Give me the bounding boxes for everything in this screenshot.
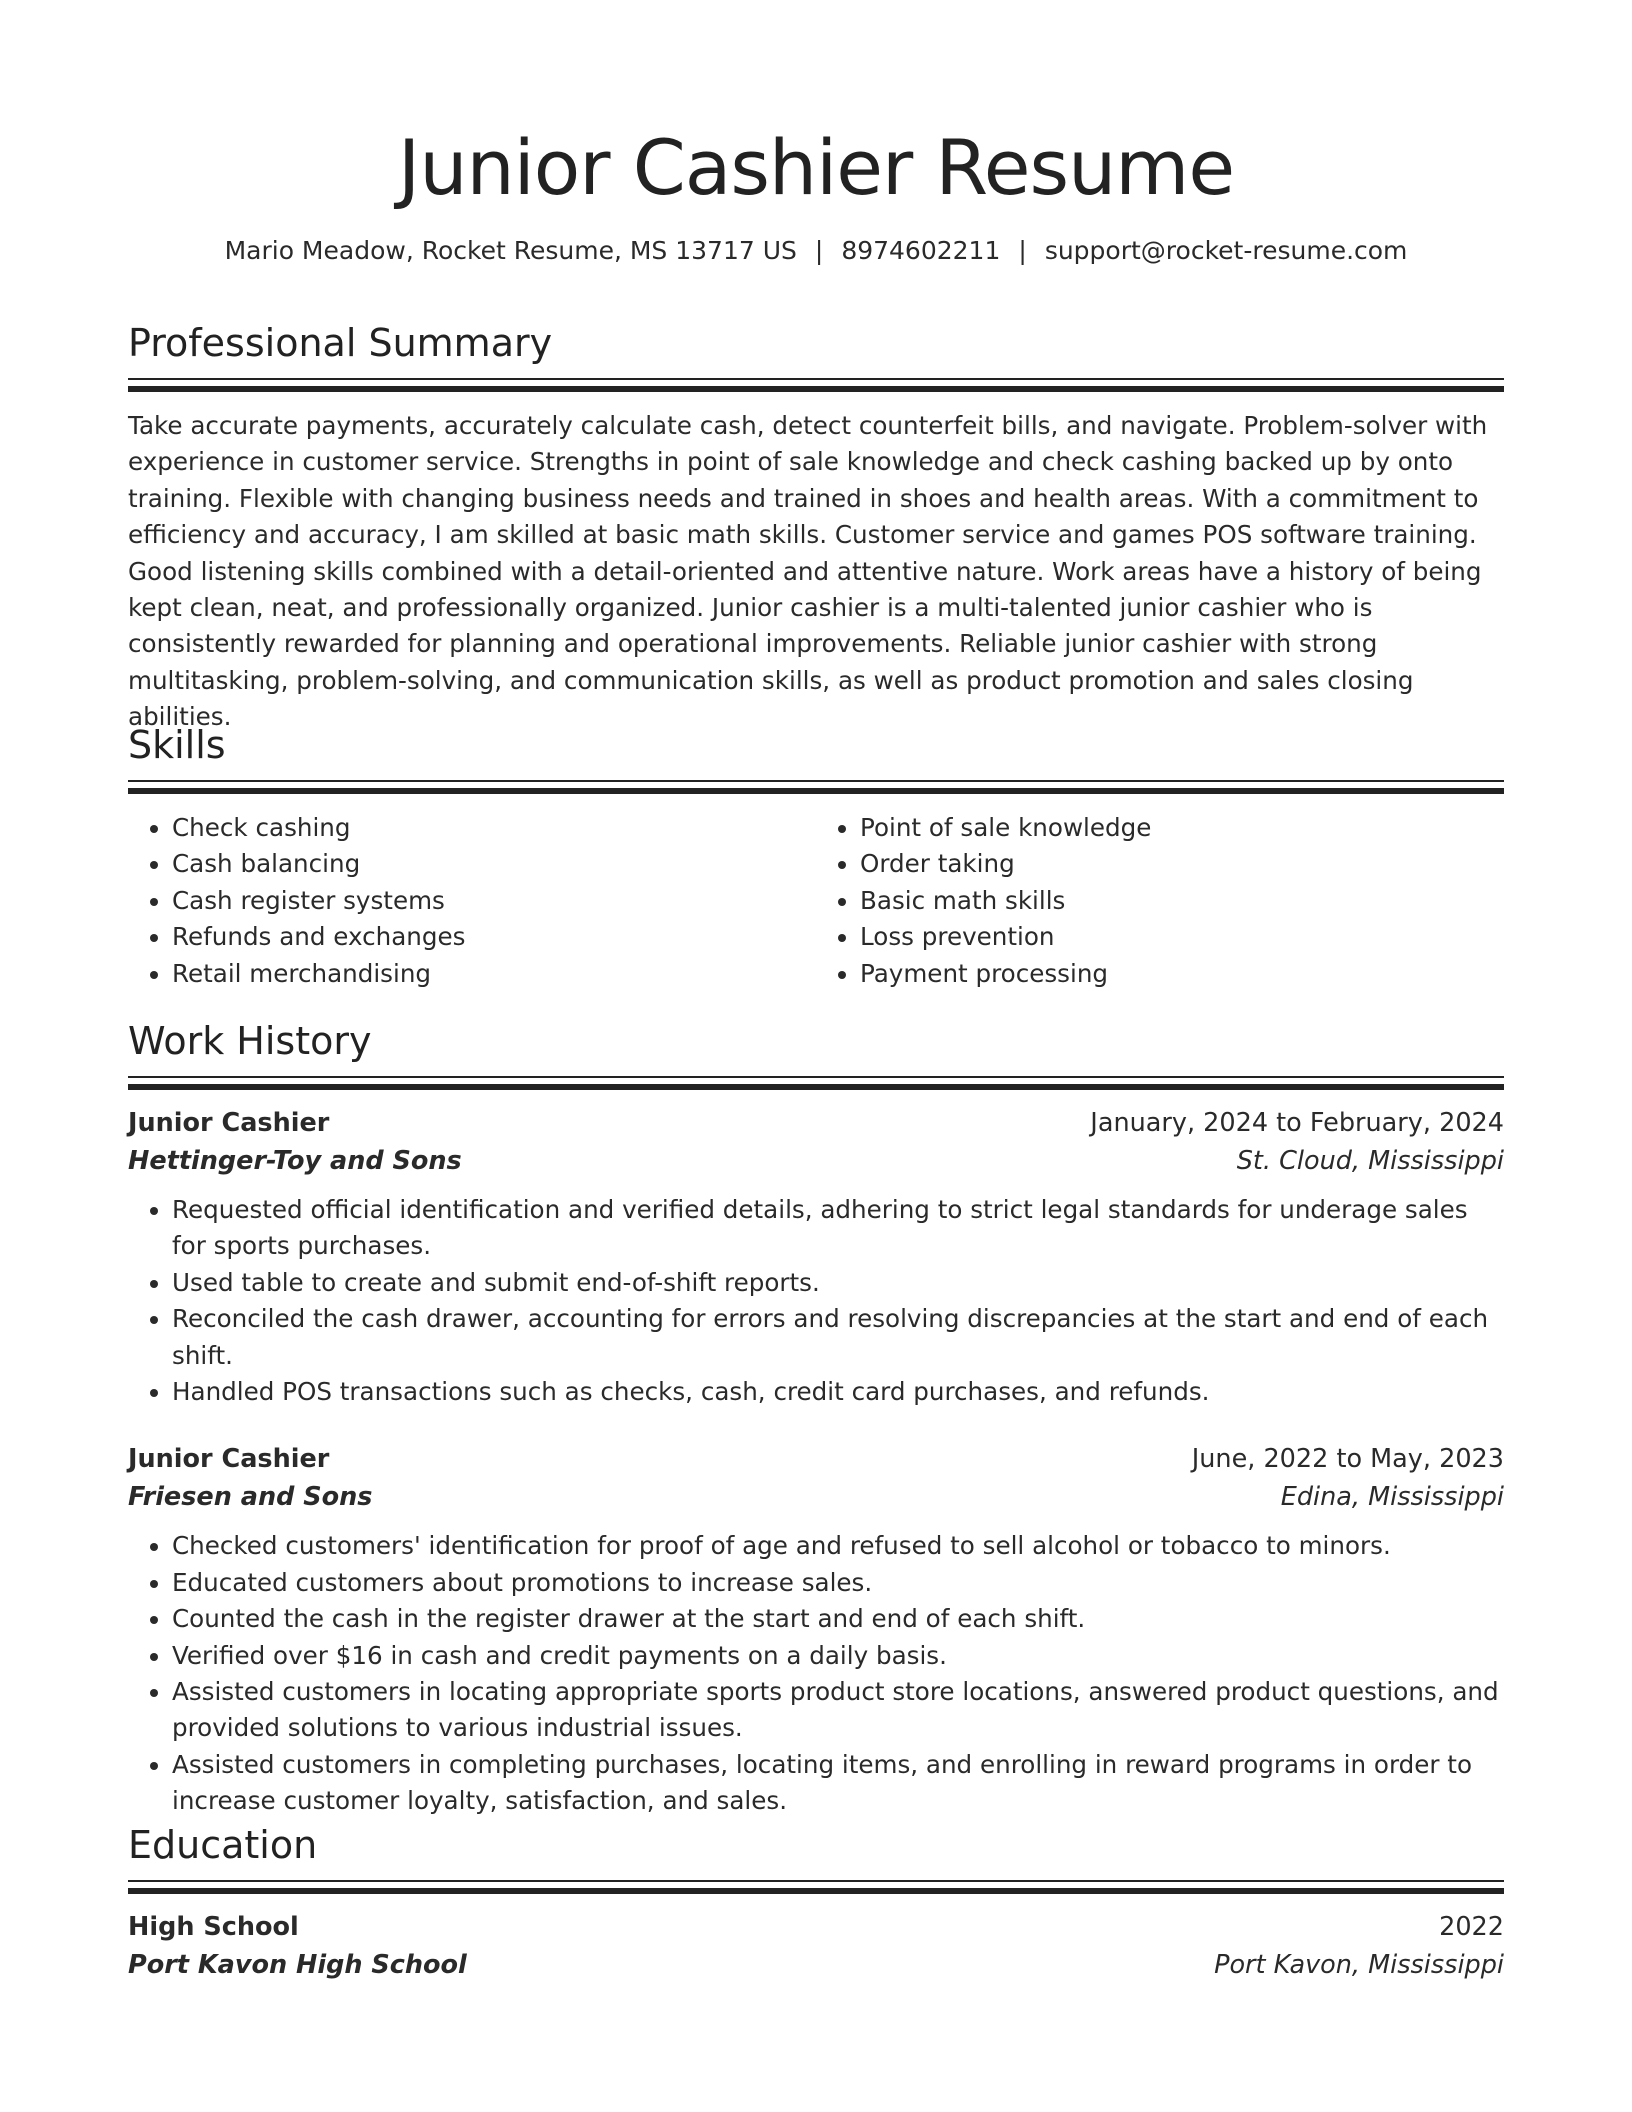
skills-column-right: [816, 810, 1504, 992]
section-divider: [128, 378, 1504, 392]
job-location: St. Cloud, Mississippi: [1236, 1146, 1504, 1176]
education-header-row: [128, 1908, 1504, 1946]
skill-item: • Cash register systems: [172, 883, 816, 919]
skill-item: • Point of sale knowledge: [860, 810, 1504, 846]
job-bullet: • Reconciled the cash drawer, accounting for errors and resolving discrepancies at the start and end of each shift.: [172, 1301, 1504, 1374]
job-entry: [128, 1104, 1504, 1410]
skill-item: • Order taking: [860, 846, 1504, 882]
job-bullet: • Assisted customers in locating appropriate sports product store locations, answered product questions, and provided solutions to various industrial issues.: [172, 1674, 1504, 1747]
job-company-row: [128, 1142, 1504, 1180]
job-header-row: [128, 1104, 1504, 1142]
education-degree: High School: [128, 1912, 299, 1942]
job-company: Friesen and Sons: [128, 1482, 373, 1513]
job-bullet: • Assisted customers in completing purchases, locating items, and enrolling in reward programs in order to increase customer loyalty, satisfaction, and sales.: [172, 1747, 1504, 1820]
contact-phone: 8974602211: [841, 236, 1001, 265]
summary-text: Take accurate payments, accurately calculate cash, detect counterfeit bills, and navigate. Problem-solver with experience in customer service. Strengths in point of sale knowledge and check cashing backed up by onto training. Flexible with changing business needs and trained in shoes and health areas. With a commitment to efficiency and accuracy, I am skilled at basic math skills. Customer service and games POS software training. Good listening skills combined with a detail-oriented and attentive nature. Work areas have a history of being kept clean, neat, and professionally organized. Junior cashier is a multi-talented junior cashier who is consistently rewarded for planning and operational improvements. Reliable junior cashier with strong multitasking, problem-solving, and communication skills, as well as product promotion and sales closing abilities.: [128, 411, 1488, 732]
skill-item: • Basic math skills: [860, 883, 1504, 919]
job-dates: June, 2022 to May, 2023: [1191, 1444, 1504, 1475]
education-entry: [128, 1908, 1504, 1984]
skill-item: • Cash balancing: [172, 846, 816, 882]
contact-separator: |: [814, 236, 824, 265]
skill-item: • Payment processing: [860, 956, 1504, 992]
job-dates: January, 2024 to February, 2024: [1090, 1108, 1504, 1138]
education-location: Port Kavon, Mississippi: [1214, 1950, 1504, 1980]
section-heading-skills: Skills: [128, 723, 226, 767]
job-bullet: • Checked customers' identification for proof of age and refused to sell alcohol or tobacco to minors.: [172, 1528, 1504, 1564]
section-divider: [128, 1076, 1504, 1090]
job-location: Edina, Mississippi: [1280, 1482, 1504, 1513]
job-company-row: [128, 1478, 1504, 1516]
skills-section: [128, 720, 1504, 992]
job-bullet: • Educated customers about promotions to increase sales.: [172, 1565, 1504, 1601]
job-bullet: • Handled POS transactions such as checks, cash, credit card purchases, and refunds.: [172, 1374, 1504, 1410]
job-company: Hettinger-Toy and Sons: [128, 1146, 462, 1176]
job-header-row: [128, 1440, 1504, 1478]
job-bullet: • Counted the cash in the register drawer at the start and end of each shift.: [172, 1601, 1504, 1637]
education-section: [128, 1820, 1504, 1984]
section-heading-education: Education: [128, 1823, 318, 1867]
education-school: Port Kavon High School: [128, 1950, 467, 1980]
contact-email: support@rocket-resume.com: [1044, 236, 1408, 265]
skill-item: • Refunds and exchanges: [172, 919, 816, 955]
skills-column-left: [128, 810, 816, 992]
job-bullets: [128, 1192, 1504, 1410]
job-entry: [128, 1440, 1504, 1819]
job-title: Junior Cashier: [128, 1444, 330, 1475]
work-history-section: [128, 1016, 1504, 1820]
professional-summary-section: [128, 318, 1504, 736]
contact-separator: |: [1018, 236, 1027, 265]
section-divider: [128, 780, 1504, 794]
section-heading-summary: Professional Summary: [128, 321, 553, 365]
section-divider: [128, 1880, 1504, 1894]
education-school-row: [128, 1946, 1504, 1984]
job-bullet: • Used table to create and submit end-of-shift reports.: [172, 1265, 1504, 1301]
section-heading-work: Work History: [128, 1019, 372, 1063]
job-bullets: [128, 1528, 1504, 1819]
skills-list: [128, 810, 1504, 992]
education-year: 2022: [1439, 1912, 1504, 1942]
job-bullet: • Verified over $16 in cash and credit payments on a daily basis.: [172, 1638, 1504, 1674]
contact-line: [128, 234, 1504, 268]
contact-address: Mario Meadow, Rocket Resume, MS 13717 US: [224, 236, 797, 265]
skill-item: • Retail merchandising: [172, 956, 816, 992]
skill-item: • Check cashing: [172, 810, 816, 846]
page-title: Junior Cashier Resume: [397, 123, 1235, 212]
job-bullet: • Requested official identification and verified details, adhering to strict legal standards for underage sales for sports purchases.: [172, 1192, 1504, 1265]
job-title: Junior Cashier: [128, 1108, 330, 1138]
skill-item: • Loss prevention: [860, 919, 1504, 955]
